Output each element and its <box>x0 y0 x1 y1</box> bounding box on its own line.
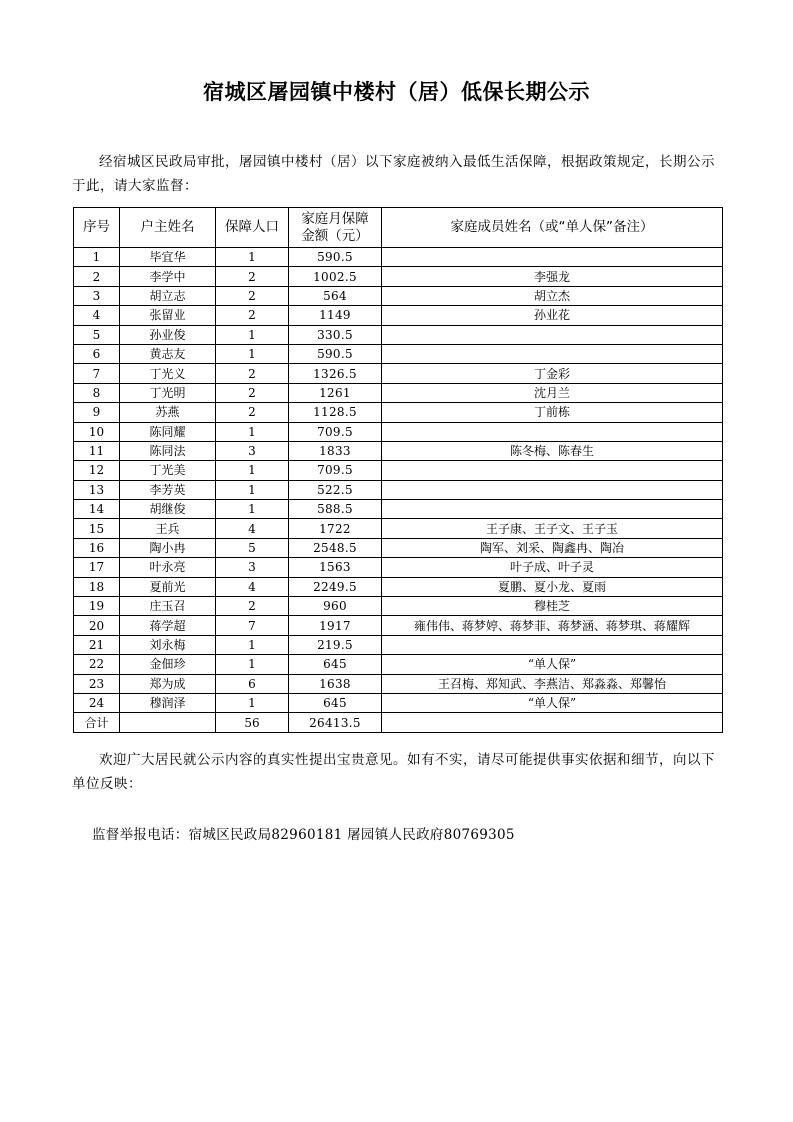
cell-count: 2 <box>216 403 289 422</box>
cell-count: 1 <box>216 461 289 480</box>
cell-seq: 22 <box>74 655 120 674</box>
cell-seq: 1 <box>74 248 120 267</box>
cell-seq: 6 <box>74 344 120 363</box>
cell-count: 1 <box>216 635 289 654</box>
cell-members <box>382 422 723 441</box>
cell-head-name: 张留业 <box>120 306 216 325</box>
allowance-table <box>73 207 723 733</box>
cell-count: 2 <box>216 597 289 616</box>
cell-amount: 219.5 <box>289 635 382 654</box>
cell-members: “单人保” <box>382 655 723 674</box>
cell-head-name: 陶小冉 <box>120 538 216 557</box>
cell-amount: 1326.5 <box>289 364 382 383</box>
cell-amount: 522.5 <box>289 480 382 499</box>
cell-amount: 588.5 <box>289 500 382 519</box>
cell-head-name: 陈同法 <box>120 441 216 460</box>
intro-paragraph: 经宿城区民政局审批，屠园镇中楼村（居）以下家庭被纳入最低生活保障，根据政策规定，长期公示于此，请大家监督： <box>72 154 715 194</box>
table-row <box>74 286 723 305</box>
cell-seq: 19 <box>74 597 120 616</box>
header-count: 保障人口 <box>216 208 289 248</box>
cell-amount: 709.5 <box>289 461 382 480</box>
feedback-paragraph: 欢迎广大居民就公示内容的真实性提出宝贵意见。如有不实，请尽可能提供事实依据和细节，向以下单位反映： <box>72 752 715 792</box>
table-row <box>74 480 723 499</box>
cell-members <box>382 500 723 519</box>
cell-head-name: 胡立志 <box>120 286 216 305</box>
table-row <box>74 461 723 480</box>
cell-head-name: 穆润泽 <box>120 693 216 712</box>
cell-members: 陶军、刘采、陶鑫冉、陶冶 <box>382 538 723 557</box>
cell-amount: 564 <box>289 286 382 305</box>
cell-count: 4 <box>216 577 289 596</box>
cell-count: 6 <box>216 674 289 693</box>
table-row <box>74 616 723 635</box>
cell-amount: 590.5 <box>289 344 382 363</box>
table-row <box>74 248 723 267</box>
cell-seq: 15 <box>74 519 120 538</box>
cell-count: 7 <box>216 616 289 635</box>
table-row <box>74 383 723 402</box>
cell-count: 3 <box>216 558 289 577</box>
table-row <box>74 422 723 441</box>
cell-amount: 2548.5 <box>289 538 382 557</box>
cell-members <box>382 344 723 363</box>
cell-head-name: 黄志友 <box>120 344 216 363</box>
cell-count: 2 <box>216 286 289 305</box>
cell-count: 1 <box>216 248 289 267</box>
cell-members <box>382 325 723 344</box>
page-title: 宿城区屠园镇中楼村（居）低保长期公示 <box>203 79 590 104</box>
cell-amount: 330.5 <box>289 325 382 344</box>
cell-head-name: 夏前光 <box>120 577 216 596</box>
cell-seq: 13 <box>74 480 120 499</box>
cell-head-name: 郑为成 <box>120 674 216 693</box>
contact-line: 监督举报电话：宿城区民政局82960181 屠园镇人民政府80769305 <box>92 827 515 843</box>
header-amount-line1: 家庭月保障 <box>301 210 369 227</box>
cell-seq: 11 <box>74 441 120 460</box>
cell-head-name: 丁光义 <box>120 364 216 383</box>
table-row <box>74 674 723 693</box>
cell-count: 1 <box>216 693 289 712</box>
total-members <box>382 713 723 732</box>
table-header-row <box>74 208 723 248</box>
cell-count: 1 <box>216 422 289 441</box>
cell-count: 2 <box>216 383 289 402</box>
cell-members: “单人保” <box>382 693 723 712</box>
total-count: 56 <box>216 713 289 732</box>
cell-members: 叶子成、叶子灵 <box>382 558 723 577</box>
total-row <box>74 713 723 732</box>
cell-seq: 20 <box>74 616 120 635</box>
cell-amount: 1833 <box>289 441 382 460</box>
cell-amount: 1149 <box>289 306 382 325</box>
cell-head-name: 孙业俊 <box>120 325 216 344</box>
cell-amount: 1261 <box>289 383 382 402</box>
cell-seq: 24 <box>74 693 120 712</box>
cell-head-name: 蒋学超 <box>120 616 216 635</box>
cell-count: 2 <box>216 267 289 286</box>
cell-head-name: 胡继俊 <box>120 500 216 519</box>
cell-head-name: 庄玉召 <box>120 597 216 616</box>
cell-amount: 645 <box>289 693 382 712</box>
cell-seq: 7 <box>74 364 120 383</box>
table-row <box>74 693 723 712</box>
cell-members: 陈冬梅、陈春生 <box>382 441 723 460</box>
table-row <box>74 325 723 344</box>
table-row <box>74 441 723 460</box>
table-row <box>74 655 723 674</box>
cell-members: 胡立杰 <box>382 286 723 305</box>
cell-amount: 1563 <box>289 558 382 577</box>
cell-count: 5 <box>216 538 289 557</box>
table-row <box>74 519 723 538</box>
cell-head-name: 陈同耀 <box>120 422 216 441</box>
table-row <box>74 558 723 577</box>
cell-head-name: 丁光美 <box>120 461 216 480</box>
cell-members: 王召梅、郑知武、李燕洁、郑淼淼、郑馨怡 <box>382 674 723 693</box>
cell-seq: 9 <box>74 403 120 422</box>
total-amount: 26413.5 <box>289 713 382 732</box>
total-head <box>120 713 216 732</box>
cell-head-name: 叶永亮 <box>120 558 216 577</box>
cell-head-name: 丁光明 <box>120 383 216 402</box>
cell-count: 2 <box>216 364 289 383</box>
table-row <box>74 364 723 383</box>
table-row <box>74 403 723 422</box>
table-row <box>74 306 723 325</box>
table-row <box>74 635 723 654</box>
table-row <box>74 267 723 286</box>
cell-seq: 14 <box>74 500 120 519</box>
cell-seq: 23 <box>74 674 120 693</box>
cell-amount: 2249.5 <box>289 577 382 596</box>
table-row <box>74 500 723 519</box>
cell-amount: 645 <box>289 655 382 674</box>
cell-head-name: 王兵 <box>120 519 216 538</box>
cell-count: 1 <box>216 325 289 344</box>
cell-members <box>382 480 723 499</box>
cell-seq: 8 <box>74 383 120 402</box>
cell-seq: 10 <box>74 422 120 441</box>
cell-members: 雍伟伟、蒋梦婷、蒋梦菲、蒋梦涵、蒋梦琪、蒋耀辉 <box>382 616 723 635</box>
cell-members <box>382 461 723 480</box>
header-amount <box>289 208 382 248</box>
cell-head-name: 毕宜华 <box>120 248 216 267</box>
cell-members: 夏鹏、夏小龙、夏雨 <box>382 577 723 596</box>
header-seq: 序号 <box>74 208 120 248</box>
table-row <box>74 538 723 557</box>
cell-seq: 3 <box>74 286 120 305</box>
cell-amount: 1722 <box>289 519 382 538</box>
cell-members: 孙业花 <box>382 306 723 325</box>
cell-seq: 16 <box>74 538 120 557</box>
cell-amount: 1128.5 <box>289 403 382 422</box>
cell-members: 沈月兰 <box>382 383 723 402</box>
cell-count: 1 <box>216 500 289 519</box>
table-row <box>74 344 723 363</box>
cell-members: 王子康、王子文、王子玉 <box>382 519 723 538</box>
cell-head-name: 金佃珍 <box>120 655 216 674</box>
cell-seq: 5 <box>74 325 120 344</box>
cell-amount: 1917 <box>289 616 382 635</box>
cell-seq: 4 <box>74 306 120 325</box>
cell-seq: 17 <box>74 558 120 577</box>
cell-seq: 12 <box>74 461 120 480</box>
table-row <box>74 577 723 596</box>
cell-members <box>382 635 723 654</box>
cell-head-name: 李芳英 <box>120 480 216 499</box>
cell-head-name: 刘永梅 <box>120 635 216 654</box>
header-amount-line2: 金额（元） <box>301 227 369 244</box>
cell-head-name: 李学中 <box>120 267 216 286</box>
cell-amount: 590.5 <box>289 248 382 267</box>
cell-members: 李强龙 <box>382 267 723 286</box>
cell-members: 穆桂芝 <box>382 597 723 616</box>
header-members: 家庭成员姓名（或“单人保”备注） <box>382 208 723 248</box>
cell-amount: 1002.5 <box>289 267 382 286</box>
cell-amount: 960 <box>289 597 382 616</box>
cell-seq: 18 <box>74 577 120 596</box>
cell-seq: 21 <box>74 635 120 654</box>
cell-seq: 2 <box>74 267 120 286</box>
cell-members <box>382 248 723 267</box>
cell-count: 1 <box>216 344 289 363</box>
cell-amount: 1638 <box>289 674 382 693</box>
cell-members: 丁金彩 <box>382 364 723 383</box>
total-label: 合计 <box>74 713 120 732</box>
cell-count: 4 <box>216 519 289 538</box>
cell-count: 1 <box>216 655 289 674</box>
cell-count: 3 <box>216 441 289 460</box>
header-head-name: 户主姓名 <box>120 208 216 248</box>
table-row <box>74 597 723 616</box>
cell-count: 1 <box>216 480 289 499</box>
cell-amount: 709.5 <box>289 422 382 441</box>
cell-count: 2 <box>216 306 289 325</box>
cell-members: 丁前栋 <box>382 403 723 422</box>
cell-head-name: 苏燕 <box>120 403 216 422</box>
